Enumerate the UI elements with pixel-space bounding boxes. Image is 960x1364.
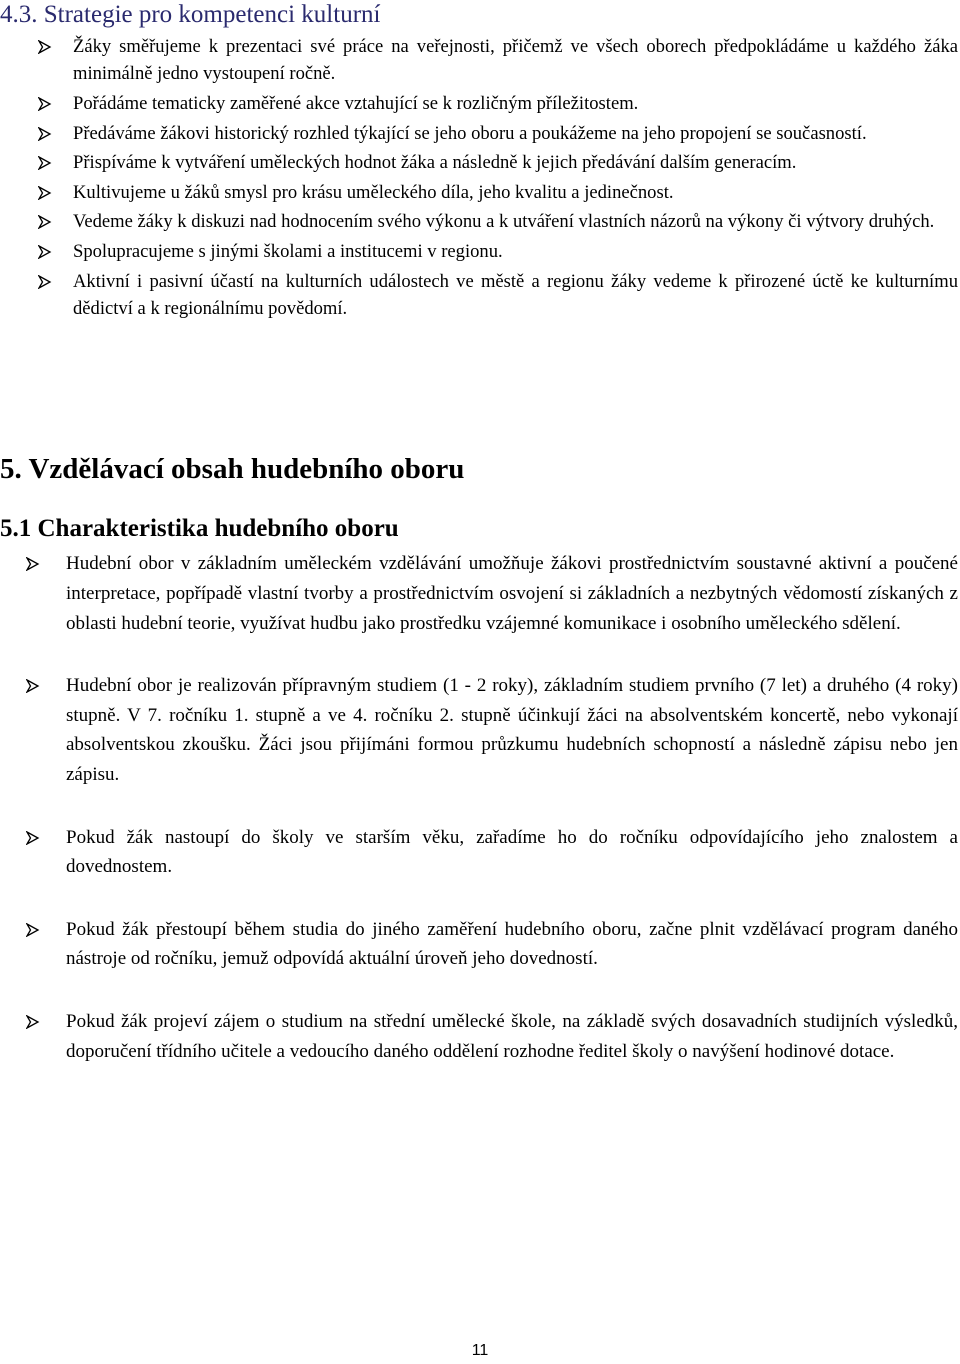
list-item-text: Hudební obor v základním uměleckém vzdělávání umožňuje žákovi prostřednictvím soustavné aktivní a poučené interpretace, popřípadě vlastní tvorby a prostřednictvím osvojení si základních a nezbytných vědomostí získaných z oblasti hudební teorie, využívat hudbu jako prostředku vzájemné komunikace i osobního uměleckého sdělení. [66, 553, 958, 634]
list-item-text: Předáváme žákovi historický rozhled týkající se jeho oboru a poukážeme na jeho propojení se současností. [73, 122, 867, 144]
list-item [36, 33, 958, 88]
list-item [25, 671, 958, 790]
list-item [36, 238, 958, 265]
arrowhead-bullet-icon [26, 923, 40, 937]
arrowhead-bullet-icon [38, 215, 52, 229]
arrowhead-bullet-icon [38, 97, 52, 111]
list-item [25, 549, 958, 638]
list-item [36, 120, 958, 147]
list-item-text: Pokud žák přestoupí během studia do jiného zaměření hudebního oboru, začne plnit vzdělávací program daného nástroje od ročníku, jemuž odpovídá aktuální úroveň jeho dovedností. [66, 918, 958, 970]
section-4-3-list [36, 33, 958, 325]
list-item-text: Kultivujeme u žáků smysl pro krásu uměleckého díla, jeho kvalitu a jedinečnost. [73, 181, 674, 203]
arrowhead-bullet-icon [38, 127, 52, 141]
section-4-3-title: 4.3. Strategie pro kompetenci kulturní [0, 1, 381, 28]
arrowhead-bullet-icon [38, 156, 52, 170]
list-item-text: Spolupracujeme s jinými školami a institucemi v regionu. [73, 240, 503, 262]
arrowhead-bullet-icon [26, 1015, 40, 1029]
list-item [36, 149, 958, 176]
list-item [25, 1007, 958, 1067]
arrowhead-bullet-icon [26, 831, 40, 845]
list-item-text: Aktivní i pasivní účastí na kulturních událostech ve městě a regionu žáky vedeme k přirozené úctě ke kulturnímu dědictví a k regionálnímu povědomí. [73, 270, 958, 319]
arrowhead-bullet-icon [38, 245, 52, 259]
list-item-text: Hudební obor je realizován přípravným studiem (1 - 2 roky), základním studiem prvního (7 let) a druhého (4 roky) stupně. V 7. ročníku 1. stupně a ve 4. ročníku 2. stupně účinkují žáci na absolventském koncertě, nebo vykonají absolventskou zkoušku. Žáci jsou přijímáni formou průzkumu hudebních schopností a následně zápisu nebo jen zápisu. [66, 674, 958, 786]
arrowhead-bullet-icon [38, 275, 52, 289]
list-item [25, 823, 958, 883]
list-item-text: Přispíváme k vytváření uměleckých hodnot žáka a následně k jejich předávání dalším generacím. [73, 152, 797, 174]
list-item [25, 915, 958, 975]
list-item-text: Vedeme žáky k diskuzi nad hodnocením svého výkonu a k utváření vlastních názorů na výkony či výtvory druhých. [73, 211, 935, 233]
arrowhead-bullet-icon [38, 186, 52, 200]
arrowhead-bullet-icon [26, 557, 40, 571]
list-item-text: Pokud žák projeví zájem o studium na střední umělecké škole, na základě svých dosavadních studijních výsledků, doporučení třídního učitele a vedoucího daného oddělení rozhodne ředitel školy o navýšení hodinové dotace. [66, 1010, 958, 1062]
list-item [36, 268, 958, 323]
chapter-5-title: 5. Vzdělávací obsah hudebního oboru [0, 453, 465, 485]
list-item [36, 208, 958, 235]
list-item-text: Pořádáme tematicky zaměřené akce vztahující se k rozličným příležitostem. [73, 93, 639, 114]
list-item [36, 179, 958, 206]
list-item-text: Pokud žák nastoupí do školy ve starším věku, zařadíme ho do ročníku odpovídajícího jeho znalostem a dovednostem. [66, 826, 958, 878]
list-item-text: Žáky směřujeme k prezentaci své práce na veřejnosti, přičemž ve všech oborech předpokládáme u každého žáka minimálně jedno vystoupení ročně. [73, 36, 958, 85]
page-number: 11 [471, 1342, 489, 1359]
section-5-1-list [25, 549, 958, 1099]
arrowhead-bullet-icon [26, 679, 40, 693]
arrowhead-bullet-icon [38, 40, 52, 54]
section-5-1-title: 5.1 Charakteristika hudebního oboru [0, 515, 399, 542]
list-item [36, 90, 958, 117]
